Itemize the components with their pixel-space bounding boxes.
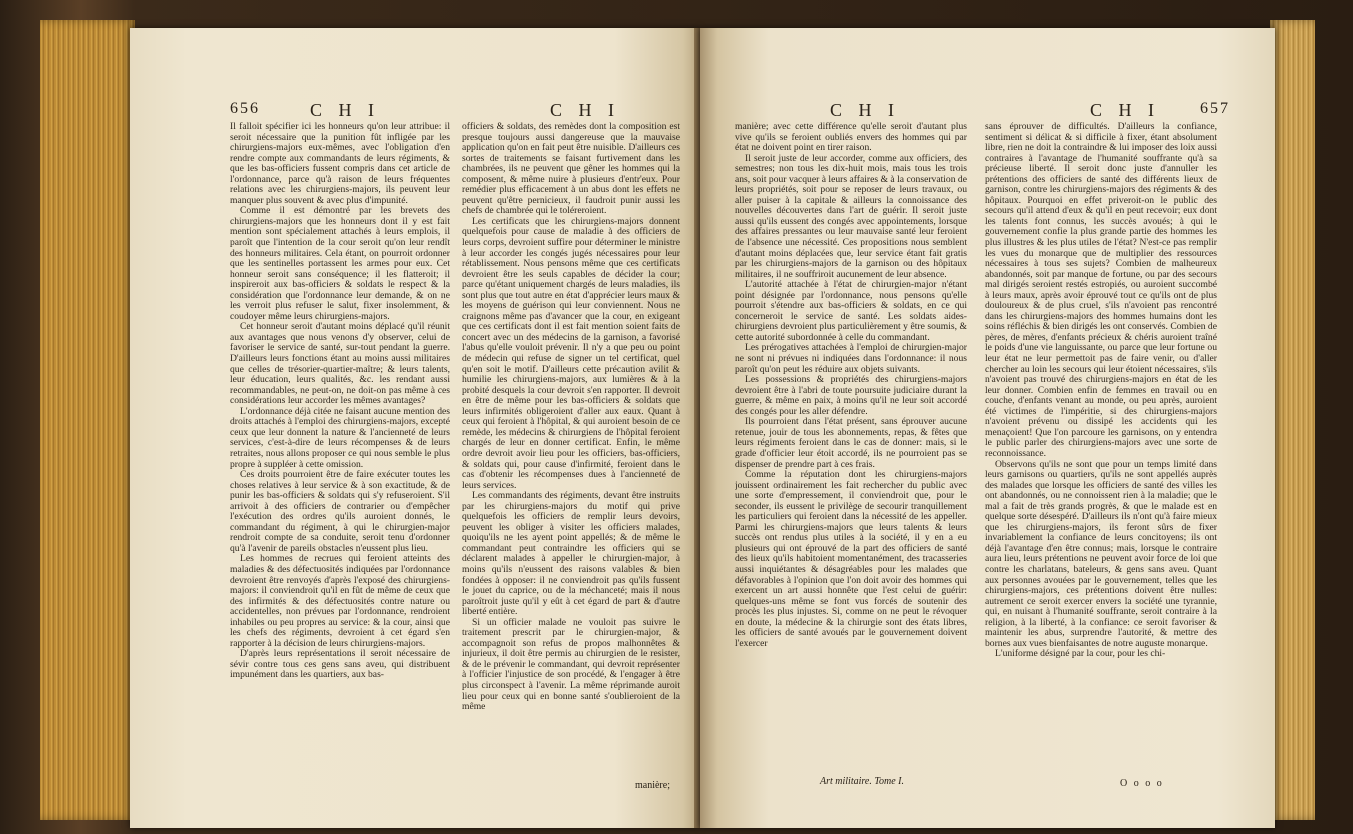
right-column-2 [985,122,1217,774]
paragraph: manière; avec cette différence qu'elle seroit d'autant plus vive qu'ils se feroient oubliés envers des hommes qui par état ne doivent point en tirer raison. [735,122,967,154]
page-edges-right [1270,20,1315,820]
paragraph: Les prérogatives attachées à l'emploi de chirurgien-major ne sont ni prévues ni indiquées dans l'ordonnance: il nous paroît qu'on peut les réduire aux objets suivants. [735,342,967,375]
paragraph: Comme il est démontré par les brevets des chirurgiens-majors que les honneurs dont il y est fait mention sont spécialement attachés à leurs emplois, il paroît que l'intention de la cour seroit qu'on leur rendît des honneurs militaires. Cela étant, on pourroit ordonner que les sentinelles portassent les armes pour eux. Cet honneur seroit sans conséquence; il les flatteroit; il inspireroit aux bas-officiers & soldats le respect & la considération que l'ordonnance leur demande, & on ne les verroit plus refuser le salut, fixer insolemment, & coudoyer même leurs chirurgiens-majors. [230,205,450,322]
left-page [130,28,700,828]
running-head: C H I [830,100,900,120]
paragraph: Si un officier malade ne vouloit pas suivre le traitement prescrit par le chirurgien-major, & accompagnoit son refus de propos malhonnêtes & injurieux, il doit être permis au chirurgien de le resister, & de le prévenir le commandant, qui devroit représenter à l'officier l'injustice de son procédé, & l'engager à être plus circonspect à l'avenir. La même réprimande auroit lieu pour ceux qui en bonne santé s'oublieroient de la même [462,616,680,713]
paragraph: Les hommes de recrues qui feroient atteints des maladies & des défectuosités indiquées par l'ordonnance devroient être renvoyés d'après l'exposé des chirurgiens-majors: il conviendroit qu'il en fût de même de ceux que des infirmités & des défectuosités contre nature ou accidentelles, non prévues par l'ordonnance, rendroient inhabiles ou peu propres au service: & la cour, ainsi que les chefs des régiments, devroient à cet égard s'en rapporter à la décision de leurs chirurgiens-majors. [230,553,450,649]
paragraph: L'ordonnance déjà citée ne faisant aucune mention des droits attachés à l'emploi des chirurgiens-majors, excepté ceux que leur donnent la nature & l'ancienneté de leurs services, c'est-à-dire de leurs récompenses & de leurs retraites, nous allons proposer ce qui nous semble le plus propre à suppléer à cette omission. [230,405,450,470]
paragraph: L'uniforme désigné par la cour, pour les chi- [995,648,1166,660]
running-head-col2: C H I [1090,100,1160,120]
paragraph: Les possessions & propriétés des chirurgiens-majors devroient être à l'abri de toute poursuite judiciaire durant la guerre, & même en paix, à moins qu'il ne leur soit accordé des congés pour les aller défendre. [735,374,967,417]
catchword: manière; [635,780,670,791]
page-number: 656 [230,100,260,117]
paragraph: Cet honneur seroit d'autant moins déplacé qu'il réunit aux avantages que nous venons d'y observer, celui de favoriser le service de santé, sur-tout pendant la guerre. D'ailleurs leurs fonctions étant au moins aussi militaires que celles de trésorier-quartier-maître; & leurs talents, leur éducation, leurs qualités, &c. les rendant aussi recommandables, ne peut-on, ne doit-on pas même à ces considérations leur accorder les mêmes avantages? [230,321,450,407]
paragraph: Ces droits pourroient être de faire exécuter toutes les choses relatives à leur service & à son exactitude, & de punir les bas-officiers & soldats qui s'y refuseroient. S'il arrivoit à des officiers de contrarier ou d'empêcher l'exécution des ordres qu'ils auroient donnés, le commandant du régiment, à qui le chirurgien-major rendroit compte de sa conduite, seroit tenu d'ordonner qu'à l'avenir de pareils obstacles n'eussent plus lieu. [230,469,450,554]
paragraph: sans éprouver de difficultés. D'ailleurs la confiance, sentiment si délicat & si difficile à fixer, étant absolument libre, rien ne doit la contraindre & lui imposer des loix aussi contraires à l'avantage de l'humanité souffrante qu'à sa précieuse liberté. Il seroit donc juste d'annuller les prétentions des officiers de santé des différents lieux de garnison, contre les chirurgiens-majors des régiments & des hôpitaux. Pourquoi en effet priveroit-on le public des secours qu'il attend d'eux & qu'il en peut recevoir; eux dont les talents font connus, les succès avoués; à qui le gouvernement confie la plus grande partie des hommes les plus illustres & les plus utiles de l'état? N'est-ce pas remplir les vues du monarque que de multiplier des ressources nécessaires à tous ses sujets? Combien de malheureux abandonnés, soit par manque de fortune, ou par des secours mal dirigés seroient restés estropiés, ou auroient succombé à leurs maux, après avoir éprouvé tout ce qu'ils ont de plus douloureux & de plus cruel, s'ils n'avoient pas rencontré dans les chirurgiens-majors des hommes humains dont les soins réfléchis & bien dirigés les ont conservés. Combien de pères, de mères, d'enfants précieux & chéris auroient traîné le poids d'une vie languissante, ou parce que leur fortune ou leur état ne leur permettoit pas de faire venir, ou d'aller chercher au loin les secours qui leur étoient nécessaires, s'ils n'avoient pas trouvé des chirurgiens-majors en état de les leur donner. Combien enfin de femmes en travail ou en couche, d'enfants venant au monde, ou peu après, auroient été victimes de l'impéritie, si des chirurgiens-majors n'avoient prévenu ou dissipé les accidents qui les menaçoient! Que l'on parcoure les garnisons, on y entendra le public parler des chirurgiens-majors avec une sorte de reconnoissance. [985,122,1217,459]
paragraph: officiers & soldats, des remèdes dont la composition est presque toujours aussi dangereuse que la mauvaise application qu'on en fait peut être nuisible. D'ailleurs ces sortes de traitements se faisant furtivement dans les chambrées, ils ne peuvent que gêner les hommes qui la composent, & même nuire à plusieurs d'entr'eux. Pour remédier plus efficacement à un abus dont les effets ne peuvent qu'être pernicieux, il faudroit punir aussi les chefs de chambrée qui le toléreroient. [462,122,680,217]
paragraph: Observons qu'ils ne sont que pour un temps limité dans leurs garnisons ou quartiers, qu'ils ne sont appellés auprès des malades que lorsque les officiers de santé des villes les ont abandonnés, ou ne connoissent rien à la maladie; que le mal a fait de très grands progrès, & que le malade est en quelque sorte désespéré. D'ailleurs ils n'ont qu'à faire mieux que les chirurgiens-majors, ils feront sûrs de fixer invariablement la confiance de leurs concitoyens; ils ont déjà l'avantage d'en être connus; mais, lorsque le contraire aura lieu, leurs prétentions ne peuvent avoir force de loi que contre les charlatans, bateleurs, & gens sans aveu. Quant aux personnes avouées par le gouvernement, telles que les chirurgiens-majors, ces prétentions doivent être nulles: autrement ce seroit exercer envers la société une tyrannie, qui, en nuisant à l'humanité souffrante, seroit contraire à la religion, à la liberté, à la confiance: ce seroit favoriser & maintenir les abus, surprendre l'autorité, & mettre des bornes aux vues bienfaisantes de notre auguste monarque. [985,458,1217,649]
running-head-col2: C H I [550,100,620,120]
left-column-2 [462,122,680,774]
paragraph: Les commandants des régiments, devant être instruits par les chirurgiens-majors du motif qui prive quelquefois les officiers de remplir leurs devoirs, peuvent les obliger à visiter les officiers malades, quoiqu'ils ne les ayent point appellés; & de même le commandant peut contraindre les officiers qui se déclarent malades à appeller le chirurgien-major, à moins qu'ils n'eussent des raisons valables & bien fondées à opposer: il ne conviendroit pas qu'ils fussent le jouet du caprice, ou de la méchanceté; mais il nous paroîtroit juste qu'il y eût à cet égard de part & d'autre liberté entière. [462,490,680,618]
paragraph: D'après leurs représentations il seroit nécessaire de sévir contre tous ces gens sans aveu, qui distribuent impunément dans les quartiers, aux bas- [230,648,450,681]
signature-mark: O o o o [1120,778,1164,789]
paragraph: L'autorité attachée à l'état de chirurgien-major n'étant point désignée par l'ordonnance, nous pensons qu'elle pourroit s'étendre aux bas-officiers & soldats, en ce qui concerneroit le service de santé. Les soldats aides-chirurgiens devroient plus particulièrement y être soumis, & cette autorité subordonnée à celle du commandant. [735,279,967,343]
paragraph: Ils pourroient dans l'état présent, sans éprouver aucune retenue, jouir de tous les abonnements, repas, & fêtes que leurs régiments feroient dans le cas de donner: mais, si le grade d'officier leur étoit accordé, ils ne pourroient pas se dispenser de prendre part à ces frais. [735,416,967,470]
right-column-1 [735,122,967,764]
paragraph: Il falloit spécifier ici les honneurs qu'on leur attribue: il seroit nécessaire que la punition fût infligée par les chirurgiens-majors eux-mêmes, avec l'obligation d'en rendre compte aux commandants de leurs régiments, & que les bas-officiers fussent compris dans cet article de l'ordonnance, parce qu'à raison de leurs fréquentes relations avec les chirurgiens-majors, ils peuvent leur manquer plus souvent & avec plus d'impunité. [230,122,450,206]
page-number: 657 [1200,100,1230,117]
paragraph: Les certificats que les chirurgiens-majors donnent quelquefois pour cause de maladie à des officiers de leurs corps, devroient suffire pour déterminer le ministre à leur accorder les congés jugés nécessaires pour leur rétablissement. Nous pensons même que ces certificats devroient être les seuls capables de décider la cour; parce qu'étant uniquement chargés de leurs maladies, ils sont plus que tout autre en état d'apprécier leurs maux & les moyens de guérison qui leur conviennent. Nous ne craignons même pas d'avancer que la cour, en exigeant que ces certificats dont il est fait mention soient faits de concert avec un des médecins de la garnison, a favorisé l'abus qu'elle vouloit prévenir. Il n'y a que peu ou point de médecin qui refuse de signer un tel certificat, quel qu'en soit le motif. D'ailleurs cette précaution avilit & humilie les chirurgiens-majors, aux lumières & à la probité desquels la cour devroit s'en rapporter. Il devroit en être de même pour les bas-officiers & soldats que leurs infirmités obligeroient d'aller aux eaux. Quant à ceux qui feroient à l'hôpital, & qui auroient besoin de ce remède, les médecins & chirurgiens de l'hôpital feroient chargés de leur en donner certificat. Enfin, le même ordre devroit avoir lieu pour les officiers, bas-officiers, & soldats qui, pour cause d'infirmité, feroient dans le cas d'obtenir les récompenses dues à l'ancienneté de leurs services. [462,215,680,491]
left-column-1 [230,122,450,782]
paragraph: Comme la réputation dont les chirurgiens-majors jouissent ordinairement les fait rechercher du public avec une sorte d'empressement, il conviendroit que, pour le seconder, ils eussent le privilège de secourir tranquillement les particuliers qui feroient dans la nécessité de les appeller. Parmi les chirurgiens-majors que leurs talents & leurs succès ont rendus plus utiles à la société, il y en a eu plusieurs qui ont éprouvé de la part des officiers de santé des lieux qu'ils habitoient momentanément, des tracasseries aussi inquiétantes & désagréables pour les malades que défavorables à l'opinion que l'on doit avoir des hommes qui exercent un art aussi honnête que l'est celui de guérir: quelques-uns même se font vus forcés de soutenir des procès les plus injustes. Si, comme on ne peut le révoquer en doute, la médecine & la chirurgie sont des états libres, les officiers de santé avoués par le gouvernement doivent l'exercer [735,469,967,649]
running-head: C H I [310,100,380,120]
paragraph: Il seroit juste de leur accorder, comme aux officiers, des semestres; non tous les dix-huit mois, mais tous les trois ans, soit pour vacquer à leurs affaires & à la conservation de leurs propriétés, soit pour se reposer de leurs travaux, ou aller puiser à la capitale & ailleurs la connoissance des nouvelles découvertes dans l'art de guérir. Il seroit juste aussi qu'ils eussent des congés avec appointements, lorsque des affaires pressantes ou leur mauvaise santé leur feroient de l'absence une nécessité. Ces propositions nous semblent d'autant moins déplacées que, leur service étant fait gratis par les chirurgiens-majors de la garnison ou des hôpitaux militaires, il ne souffriroit aucunement de leur absence. [735,152,967,280]
page-edges-left [40,20,135,820]
footer-title: Art militaire. Tome I. [820,776,904,787]
right-page [700,28,1275,828]
